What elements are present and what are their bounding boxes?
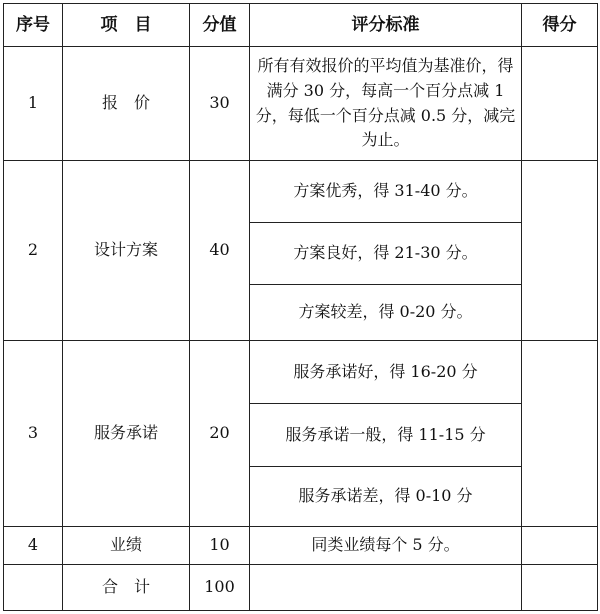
scoring-table (3, 3, 598, 611)
row-points: 20 (190, 341, 250, 527)
criteria-cell: 服务承诺好，得 16-20 分 (250, 341, 522, 404)
row-item: 报 价 (63, 47, 190, 161)
row-points: 40 (190, 161, 250, 341)
criteria-cell: 服务承诺差，得 0-10 分 (250, 467, 522, 527)
total-points: 100 (190, 565, 250, 611)
row-item: 服务承诺 (63, 341, 190, 527)
criteria-cell: 方案良好，得 21-30 分。 (250, 223, 522, 285)
score-cell (522, 527, 598, 565)
table-row-record (4, 527, 598, 565)
header-points: 分值 (190, 4, 250, 47)
criteria-cell: 方案优秀，得 31-40 分。 (250, 161, 522, 223)
total-index-empty (4, 565, 63, 611)
table-row-price (4, 47, 598, 161)
header-index: 序号 (4, 4, 63, 47)
row-index: 3 (4, 341, 63, 527)
criteria-cell: 所有有效报价的平均值为基准价，得满分 30 分，每高一个百分点减 1 分，每低一个百分点减 0.5 分，减完为止。 (250, 47, 522, 161)
criteria-cell: 方案较差，得 0-20 分。 (250, 285, 522, 341)
row-index: 2 (4, 161, 63, 341)
score-cell (522, 341, 598, 527)
total-criteria-empty (250, 565, 522, 611)
total-label: 合 计 (63, 565, 190, 611)
criteria-cell: 服务承诺一般，得 11-15 分 (250, 404, 522, 467)
table-row-service (4, 341, 598, 404)
row-index: 1 (4, 47, 63, 161)
total-score-empty (522, 565, 598, 611)
row-points: 10 (190, 527, 250, 565)
row-item: 业绩 (63, 527, 190, 565)
header-criteria: 评分标准 (250, 4, 522, 47)
header-row (4, 4, 598, 47)
score-cell (522, 161, 598, 341)
table-row-design (4, 161, 598, 223)
row-index: 4 (4, 527, 63, 565)
criteria-cell: 同类业绩每个 5 分。 (250, 527, 522, 565)
header-item: 项 目 (63, 4, 190, 47)
table-row-total (4, 565, 598, 611)
score-cell (522, 47, 598, 161)
header-score: 得分 (522, 4, 598, 47)
row-item: 设计方案 (63, 161, 190, 341)
row-points: 30 (190, 47, 250, 161)
